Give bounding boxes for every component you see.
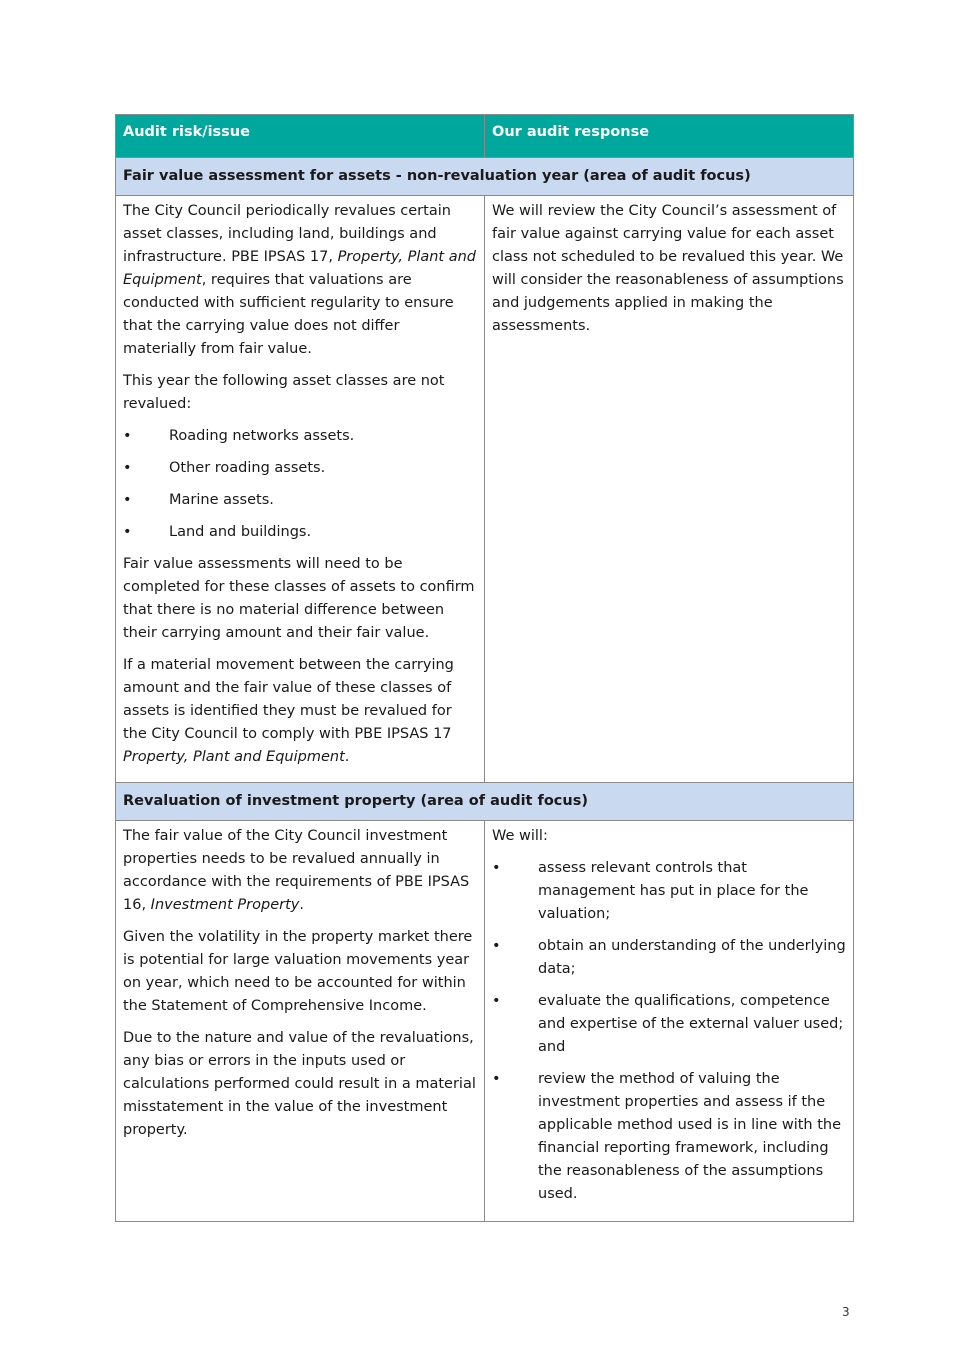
list-item: • review the method of valuing the investment properties and assess if the applicable method used is in line with the financial reporting framework, including the reasonableness of the assumptions used. [492, 1068, 846, 1206]
list-item: • assess relevant controls that management has put in place for the valuation; [492, 857, 846, 926]
bullet-icon: • [123, 460, 132, 476]
header-audit-risk: Audit risk/issue [116, 115, 485, 158]
list-item: • Marine assets. [123, 489, 477, 512]
list-item: • evaluate the qualifications, competence and expertise of the external valuer used; and [492, 990, 846, 1059]
table-header-row [116, 115, 854, 158]
audit-table [115, 114, 854, 1222]
paragraph: Due to the nature and value of the revaluations, any bias or errors in the inputs used or calculations performed could result in a material misstatement in the value of the investment property. [123, 1030, 476, 1138]
section-row-investment-property [116, 783, 854, 821]
bullet-icon: • [123, 524, 132, 540]
list-item: • Other roading assets. [123, 457, 477, 480]
table-row [116, 196, 854, 783]
paragraph: We will review the City Council’s assessment of fair value against carrying value for each asset class not scheduled to be revalued this year. We will consider the reasonableness of assumptions and judgements applied in making the assessments. [492, 203, 844, 334]
table-row [116, 821, 854, 1222]
section-title-investment-property: Revaluation of investment property (area of audit focus) [116, 783, 854, 821]
risk-cell-investment-property [116, 821, 485, 1222]
bullet-icon: • [492, 1071, 501, 1087]
paragraph: Fair value assessments will need to be completed for these classes of assets to confirm that there is no material difference between their carrying amount and their fair value. [123, 556, 475, 641]
list-item: • obtain an understanding of the underlying data; [492, 935, 846, 981]
paragraph: This year the following asset classes are not revalued: [123, 373, 445, 412]
bullet-icon: • [492, 860, 501, 876]
response-cell-fair-value [485, 196, 854, 783]
risk-cell-fair-value [116, 196, 485, 783]
response-list [492, 857, 846, 1206]
paragraph: The fair value of the City Council investment properties needs to be revalued annually in accordance with the requirements of PBE IPSAS 16, Investment Property. [123, 828, 470, 913]
page-number: 3 [842, 1305, 850, 1319]
bullet-icon: • [492, 938, 501, 954]
bullet-icon: • [123, 492, 132, 508]
paragraph: Given the volatility in the property market there is potential for large valuation movements year on year, which need to be accounted for within the Statement of Comprehensive Income. [123, 929, 473, 1014]
asset-class-list [123, 425, 477, 544]
paragraph: If a material movement between the carrying amount and the fair value of these classes of assets is identified they must be revalued for the City Council to comply with PBE IPSAS 17 Property, Plant and Equipment. [123, 657, 454, 765]
response-cell-investment-property [485, 821, 854, 1222]
header-audit-response: Our audit response [485, 115, 854, 158]
bullet-icon: • [492, 993, 501, 1009]
paragraph: We will: [492, 828, 548, 844]
paragraph: The City Council periodically revalues certain asset classes, including land, buildings and infrastructure. PBE IPSAS 17, Property, Plant and Equipment, requires that valuations are conducted with sufficient regularity to ensure that the carrying value does not differ materially from fair value. [123, 203, 477, 357]
bullet-icon: • [123, 428, 132, 444]
list-item: • Land and buildings. [123, 521, 477, 544]
section-row-fair-value [116, 158, 854, 196]
section-title-fair-value: Fair value assessment for assets - non-revaluation year (area of audit focus) [116, 158, 854, 196]
list-item: • Roading networks assets. [123, 425, 477, 448]
